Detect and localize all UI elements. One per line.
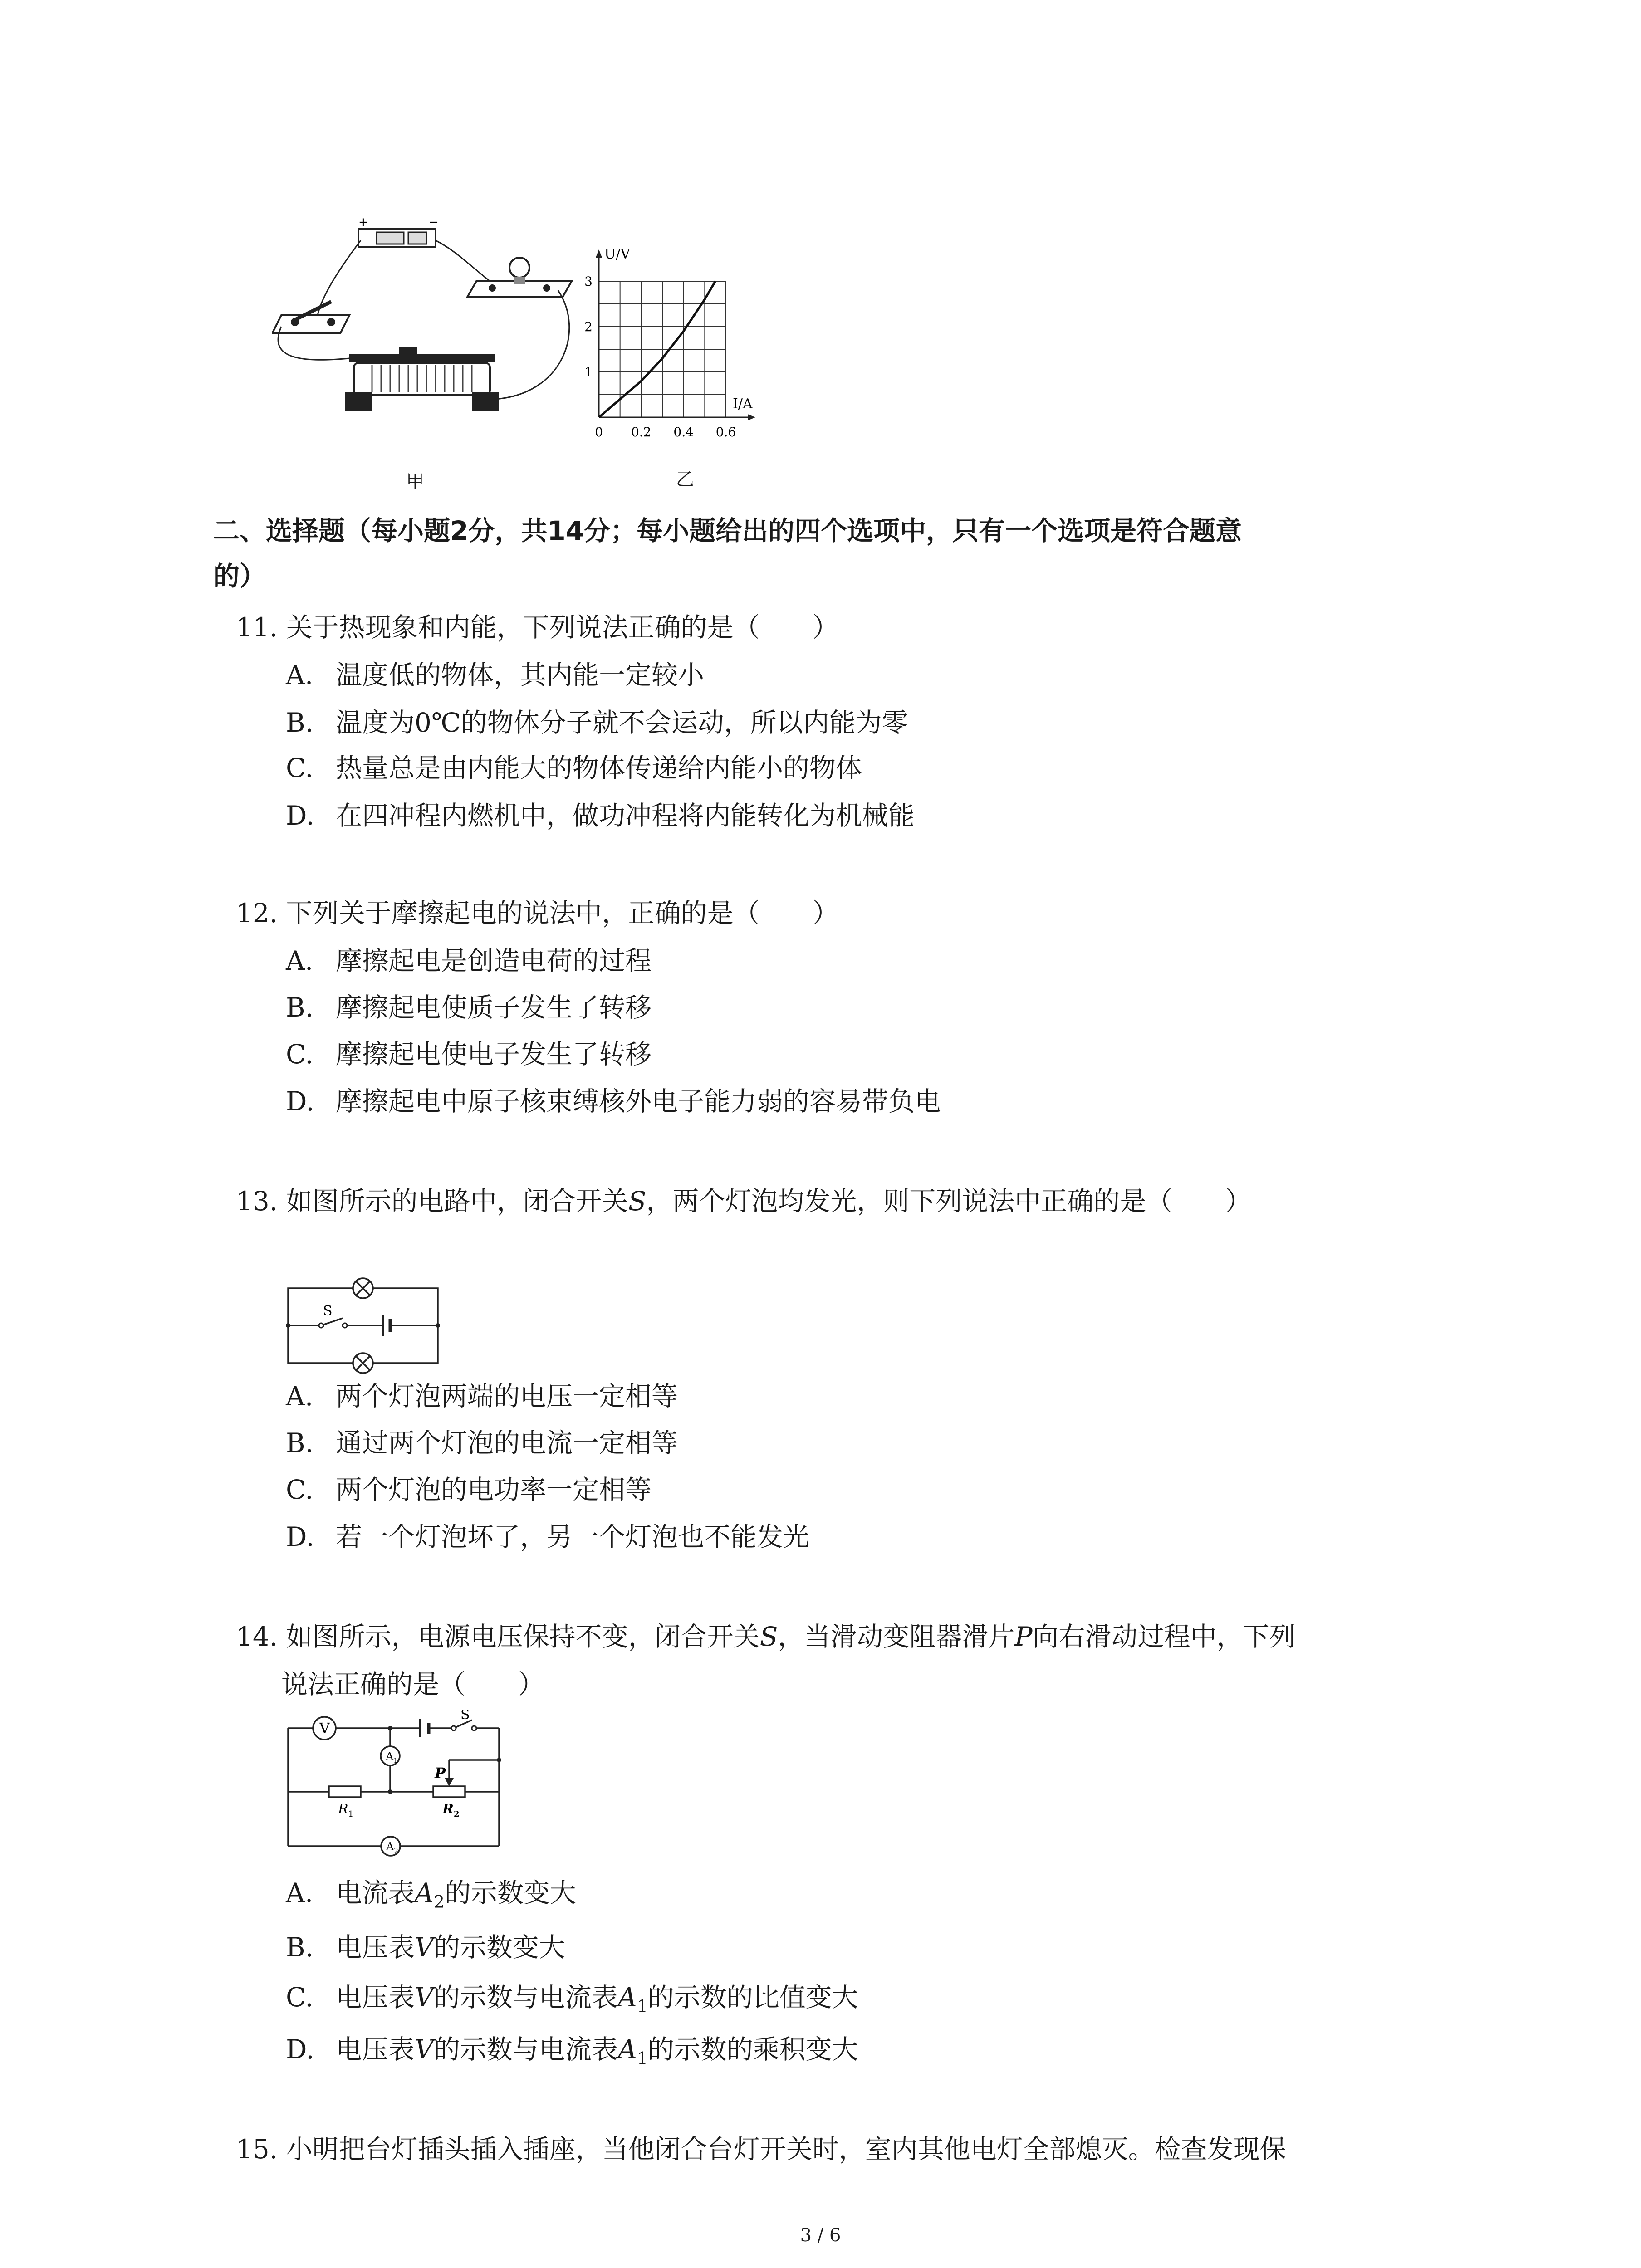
q11-stem: 11. 关于热现象和内能，下列说法正确的是（ ） [236, 612, 839, 643]
figure-yi-caption: 乙 [676, 469, 694, 490]
stem-part: 14. 如图所示，电源电压保持不变，闭合开关 [236, 1621, 760, 1652]
ui-chart [572, 222, 808, 458]
q12-option-d [286, 1084, 941, 1119]
x-tick-label: 0.4 [673, 425, 694, 440]
r2-letter: R [442, 1801, 454, 1817]
voltmeter-label: V [319, 1720, 330, 1737]
stem-part: 向右滑动过程中，下列 [1032, 1621, 1296, 1652]
q13-stem [236, 1184, 1251, 1218]
x-tick-label: 0.2 [631, 425, 652, 440]
slider-label: P [435, 1765, 446, 1782]
option-label: C. [286, 1039, 314, 1070]
r1-label [338, 1801, 353, 1819]
stem-part: 13. 如图所示的电路中，闭合开关 [236, 1186, 628, 1217]
q14-option-a [286, 1876, 576, 1919]
option-label: B. [286, 707, 314, 738]
q15-stem: 15. 小明把台灯插头插入插座，当他闭合台灯开关时，室内其他电灯全部熄灭。检查发现保 [236, 2134, 1286, 2165]
option-label: C. [286, 753, 314, 783]
option-text: 的示数与电流表 [433, 2034, 618, 2065]
section-title-line1: 二、选择题（每小题2分，共14分；每小题给出的四个选项中，只有一个选项是符合题意 [213, 515, 1242, 546]
ammeter1-letter: A [386, 1750, 394, 1763]
x-axis-arrow [748, 414, 755, 420]
var: A [415, 1877, 434, 1908]
r2-sub: 2 [453, 1809, 460, 1819]
stem-part: ，当滑动变阻器滑片 [778, 1621, 1015, 1652]
option-text: 电压表 [336, 1932, 415, 1963]
option-text: 的示数与电流表 [433, 1982, 618, 2013]
option-label: D. [286, 1086, 314, 1117]
x-axis-label: I/A [733, 396, 753, 412]
q11-option-b [286, 705, 908, 740]
option-text: 两个灯泡两端的电压一定相等 [336, 1381, 678, 1412]
figure-jia-caption: 甲 [406, 471, 424, 492]
option-label: D. [286, 1521, 314, 1552]
option-label: C. [286, 1474, 314, 1505]
q11-option-d [286, 798, 915, 833]
r1-sub: 1 [348, 1809, 354, 1819]
option-text: 的示数变大 [433, 1932, 565, 1963]
option-text: 两个灯泡的电功率一定相等 [336, 1474, 652, 1505]
option-label: A. [286, 1877, 314, 1908]
option-label: C. [286, 1982, 314, 2013]
option-label: A. [286, 660, 314, 690]
ammeter2-sub: 2 [394, 1847, 398, 1855]
q11-option-c [286, 751, 862, 785]
option-text: 摩擦起电使质子发生了转移 [336, 992, 652, 1023]
option-text: 电压表 [336, 2034, 415, 2065]
y-axis-arrow [596, 249, 602, 258]
var: V [415, 1982, 434, 2013]
var-s: S [628, 1186, 647, 1217]
q13-option-b [286, 1426, 678, 1460]
q12-stem: 12. 下列关于摩擦起电的说法中，正确的是（ ） [236, 898, 839, 929]
sub: 2 [433, 1892, 445, 1912]
x-tick-label: 0.6 [715, 425, 736, 440]
var: V [415, 2034, 434, 2065]
option-label: A. [286, 1381, 314, 1412]
y-axis-label: U/V [604, 246, 631, 262]
rheostat-circuit-diagram [281, 1710, 508, 1864]
q12-option-c [286, 1037, 652, 1071]
option-text: 在四冲程内燃机中，做功冲程将内能转化为机械能 [336, 800, 915, 831]
option-text: 的示数的比值变大 [647, 1982, 858, 2013]
sub: 1 [637, 1996, 648, 2016]
option-label: D. [286, 2034, 314, 2065]
option-label: B. [286, 1932, 314, 1963]
q11-option-a [286, 658, 704, 692]
ammeter2-letter: A [386, 1840, 394, 1853]
option-label: A. [286, 945, 314, 976]
r2-label [442, 1801, 459, 1819]
option-text: 摩擦起电是创造电荷的过程 [336, 945, 652, 976]
var: A [617, 1982, 637, 2013]
var-s: S [759, 1621, 778, 1652]
q14-stem-line2: 说法正确的是（ ） [281, 1669, 545, 1700]
q13-option-c [286, 1472, 652, 1507]
option-text: 若一个灯泡坏了，另一个灯泡也不能发光 [336, 1521, 810, 1552]
q14-option-d [286, 2032, 858, 2076]
q13-circuit [281, 1270, 445, 1374]
svg-text:+: + [358, 215, 368, 229]
stem-part: ，两个灯泡均发光，则下列说法中正确的是（ ） [646, 1186, 1252, 1217]
q14-option-b [286, 1930, 565, 1965]
option-text: 热量总是由内能大的物体传递给内能小的物体 [336, 753, 862, 783]
switch-label: S [323, 1303, 333, 1319]
svg-text:−: − [429, 215, 439, 229]
option-label: B. [286, 992, 314, 1023]
option-text: 摩擦起电使电子发生了转移 [336, 1039, 652, 1070]
q14-option-c [286, 1980, 858, 2024]
y-tick-label: 2 [584, 319, 593, 334]
option-text: 通过两个灯泡的电流一定相等 [336, 1427, 678, 1458]
option-text: 温度低的物体，其内能一定较小 [336, 660, 705, 690]
figure-jia [272, 213, 590, 467]
option-label: D. [286, 800, 314, 831]
option-label: B. [286, 1427, 314, 1458]
q12-option-a [286, 943, 652, 978]
option-text: 温度为0℃的物体分子就不会运动，所以内能为零 [336, 707, 908, 738]
var: V [415, 1932, 434, 1963]
switch-label: S [460, 1710, 470, 1723]
option-text: 电压表 [336, 1982, 415, 2013]
apparatus-drawing [272, 213, 590, 467]
y-tick-label: 1 [584, 365, 593, 380]
y-tick-label: 3 [584, 274, 593, 289]
figure-yi [572, 222, 808, 476]
parallel-circuit-diagram [281, 1270, 445, 1374]
q13-option-d [286, 1520, 809, 1554]
q14-circuit [281, 1710, 508, 1864]
q14-stem-line1 [236, 1619, 1295, 1654]
option-text: 的示数的乘积变大 [647, 2034, 858, 2065]
sub: 1 [637, 2048, 648, 2068]
option-text: 的示数变大 [444, 1877, 576, 1908]
r1-letter: R [338, 1801, 348, 1817]
q12-option-b [286, 990, 652, 1025]
var: A [617, 2034, 637, 2065]
page-number: 3 / 6 [800, 2225, 841, 2246]
ammeter1-sub: 1 [393, 1756, 398, 1765]
section-title-line2: 的） [213, 561, 266, 591]
q13-option-a [286, 1379, 678, 1413]
x-tick-label: 0 [595, 425, 603, 440]
option-text: 电流表 [336, 1877, 415, 1908]
var-p: P [1014, 1621, 1033, 1652]
option-text: 摩擦起电中原子核束缚核外电子能力弱的容易带负电 [336, 1086, 941, 1117]
